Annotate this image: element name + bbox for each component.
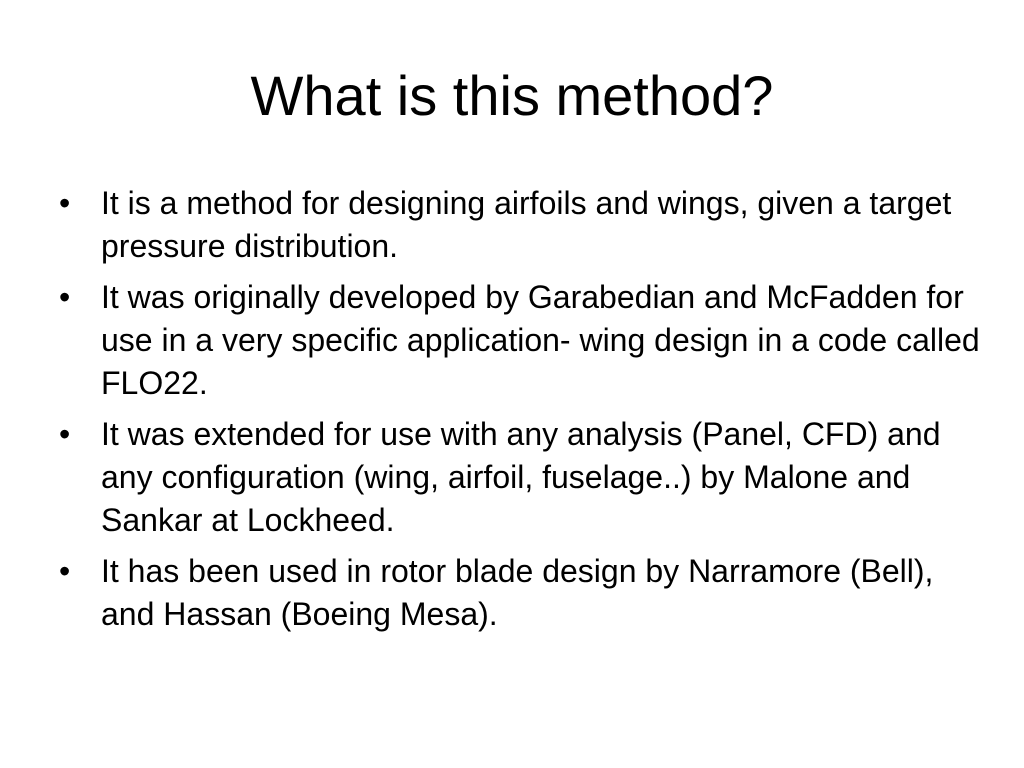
bullet-text: It is a method for designing airfoils and wings, given a target pressure distribution. <box>101 185 952 264</box>
bullet-text: It has been used in rotor blade design by Narramore (Bell), and Hassan (Boeing Mesa). <box>101 553 934 632</box>
bullet-text: It was originally developed by Garabedian and McFadden for use in a very specific application- wing design in a code called FLO22. <box>101 279 980 401</box>
bullet-item <box>59 276 989 405</box>
bullet-item <box>59 182 989 268</box>
bullet-list <box>59 182 989 644</box>
bullet-icon: • <box>59 416 71 452</box>
bullet-icon: • <box>59 279 71 315</box>
bullet-text: It was extended for use with any analysis (Panel, CFD) and any configuration (wing, airfoil, fuselage..) by Malone and Sankar at Lockheed. <box>101 416 941 538</box>
bullet-icon: • <box>59 185 71 221</box>
slide-title: What is this method? <box>250 64 774 127</box>
bullet-item <box>59 413 989 542</box>
bullet-icon: • <box>59 553 71 589</box>
bullet-item <box>59 550 989 636</box>
